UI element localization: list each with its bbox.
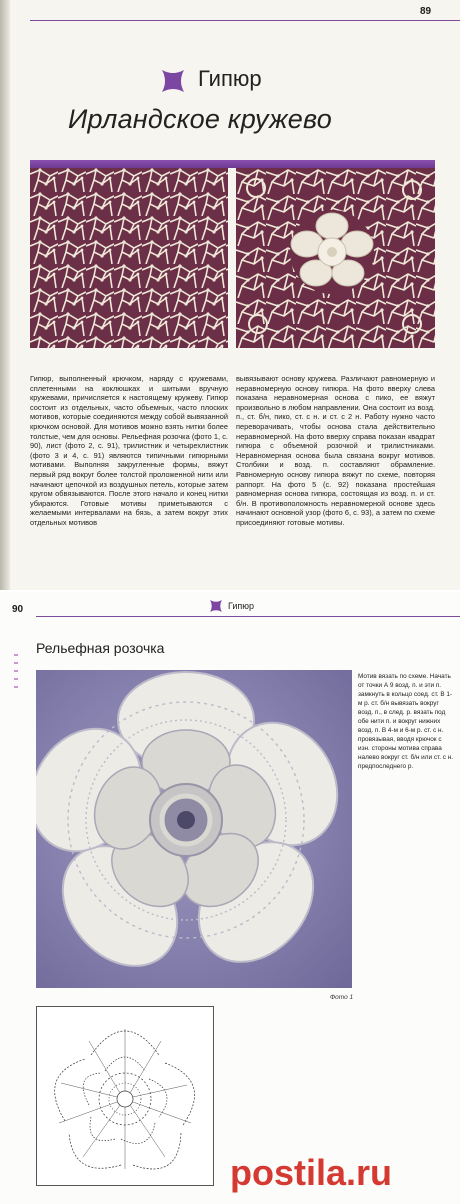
page-title: Ирландское кружево (68, 104, 332, 134)
photo-caption: Фото 1 (330, 994, 354, 1001)
lace-photo-rose-square (236, 168, 435, 348)
top-rule (36, 616, 460, 617)
lace-photo-uneven-base (30, 168, 228, 348)
section-title: Гипюр (198, 66, 262, 91)
text-column-left: Гипюр, выполненный крючком, наряду с кружевами, сплетенными на коклюшках и шитыми вручную кружевами, причисляется к настоящему кружеву. Гипюр состоит из отдельных, часто объемных, часто плоских мотивов, которые соединяются между собой вывязанной крючком основой. Для мотивов можно взять нитки более толстые, чем для основы. Рельефная розочка (фото 1, с. 90), лист (фото 2, с. 91), трилистник и четырехлистник (фото 3 и 4, с. 91) являются типичными гипюрными мотивами. Выполняя закругленные формы, вяжут первый ряд вокруг более толстой проложенной нити или начинают цепочкой из воздушных петель, которые затем кругом обвязываются. После этого начало и конец нитки убираются. Готовые мотивы приметываются с желаемыми интервалами на бязь, а затем вокруг этих отдельных мотивов (30, 374, 228, 527)
page-number: 89 (420, 6, 432, 17)
cross-stitch-icon (208, 598, 224, 614)
top-rule (30, 20, 460, 21)
page-90 (0, 592, 460, 1204)
book-gutter (0, 0, 10, 590)
cross-stitch-icon (158, 66, 188, 96)
purple-band (30, 160, 435, 168)
page-number: 90 (12, 604, 24, 615)
crochet-diagram (36, 1006, 214, 1186)
watermark-logo: postila.ru (230, 1152, 393, 1193)
rose-photo (36, 670, 352, 988)
text-column-right: вывязывают основу кружева. Различают равномерную и неравномерную основу гипюра. На фото вверху слева показана неравномерная основа с пико, ее вяжут произвольно в любом направлении. Она состоит из возд. п., ст. б/н, пико, ст. с н. и ст. с 2 н. Работу нужно часто переворачивать, чтобы основа стала действительно неравномерной. На фото вверху справа показан квадрат гипюра с объемной розочкой и трилистниками. Неравномерная основа была связана вокруг мотивов. Столбики и возд. п. составляют обрамление. Равномерную основу гипюра вяжут по схеме, повторяя раппорт. На фото 5 (с. 92) показана простейшая равномерная основа гипюра, состоящая из возд. п. и ст. б/н. В противоположность неравномерной основе здесь начинают основной узор (фото 6, с. 93), а затем по схеме присоединяют готовые мотивы. (236, 374, 435, 527)
margin-marks (14, 648, 22, 694)
page-89 (0, 0, 460, 590)
instructions-note: Мотив вязать по схеме. Начать от точки А 9 возд. п. и эти п. замкнуть в кольцо соед. ст. В 1-м р. ст. б/н вывязать вокруг возд. п., в след. р. вязать под обе нити п. и вокруг нижних возд. п. В 4-м и 6-м р. ст. с н. провязывая, вводя крючок с изн. стороны мотива справа налево вокруг ст. б/н или ст. с н. предпоследнего р. (358, 673, 454, 770)
pattern-heading: Рельефная розочка (36, 640, 165, 656)
section-title: Гипюр (228, 601, 255, 611)
